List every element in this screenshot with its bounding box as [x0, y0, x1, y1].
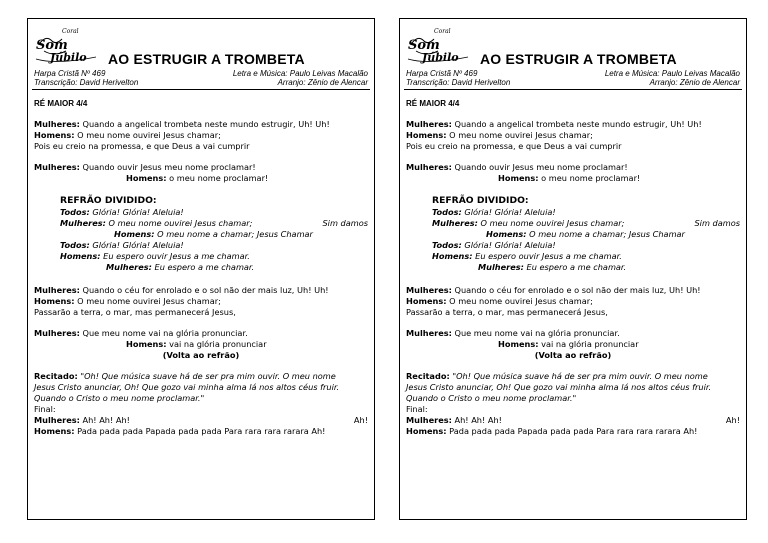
final-label: Final: [34, 404, 56, 414]
refrain-line: Homens: Eu espero ouvir Jesus a me chamar. [432, 251, 622, 261]
refrain-line: Todos: Glória! Glória! Aleluia! [60, 240, 184, 250]
song-title: AO ESTRUGIR A TROMBETA [108, 51, 305, 67]
refrain-line: Mulheres: O meu nome ouvirei Jesus chamar; Sim damos [432, 218, 740, 228]
key-signature: RÉ MAIOR 4/4 [406, 99, 460, 108]
return-to-refrain: (Volta ao refrão) [534, 350, 612, 360]
final-line: Mulheres: Ah! Ah! Ah! Ah! [406, 415, 740, 425]
header-divider [32, 89, 370, 90]
meta-left [406, 69, 510, 87]
coral-som-jubilo-logo [34, 25, 104, 65]
transcription-credit: Transcrição: David Herivelton [406, 78, 511, 87]
recitation-line: Jesus Cristo anunciar, Oh! Que gozo vai minha alma lá nos altos céus fruir. [34, 382, 340, 392]
lyric-line: Homens: o meu nome proclamar! [498, 173, 641, 183]
refrain-line: Todos: Glória! Glória! Aleluia! [432, 240, 556, 250]
arrangement-credit: Arranjo: Zênio de Alencar [649, 78, 740, 87]
recitation-line: Recitado: "Oh! Que música suave há de ser pra mim ouvir. O meu nome [34, 371, 336, 381]
refrain-heading: REFRÃO DIVIDIDO: [60, 195, 157, 206]
final-line: Homens: Pada pada pada Papada pada pada Para rara rara rarara Ah! [406, 426, 698, 436]
lyric-line: Mulheres: Quando a angelical trombeta neste mundo estrugir, Uh! Uh! [406, 119, 702, 129]
lyrics-body [406, 119, 740, 437]
final-label: Final: [406, 404, 428, 414]
lyric-line: Mulheres: Quando ouvir Jesus meu nome proclamar! [34, 162, 256, 172]
lyric-line: Homens: vai na glória pronunciar [498, 339, 639, 349]
refrain-line: Todos: Glória! Glória! Aleluia! [60, 207, 184, 217]
refrain-heading: REFRÃO DIVIDIDO: [432, 195, 529, 206]
lyrics-music-credit: Letra e Música: Paulo Leivas Macalão [604, 69, 740, 78]
hymnal-number: Harpa Cristã Nº 469 [34, 69, 106, 78]
arrangement-credit: Arranjo: Zênio de Alencar [277, 78, 368, 87]
song-title: AO ESTRUGIR A TROMBETA [480, 51, 677, 67]
recitation-line: Quando o Cristo o meu nome proclamar." [406, 393, 577, 403]
lyric-line: Homens: O meu nome ouvirei Jesus chamar; [406, 296, 593, 306]
lyrics-body [34, 119, 368, 437]
lyric-line: Mulheres: Quando ouvir Jesus meu nome proclamar! [406, 162, 628, 172]
refrain-line: Mulheres: Eu espero a me chamar. [478, 262, 627, 272]
meta-right [605, 69, 740, 87]
meta-left [34, 69, 138, 87]
hymnal-number: Harpa Cristã Nº 469 [406, 69, 478, 78]
return-to-refrain: (Volta ao refrão) [162, 350, 240, 360]
recitation-line: Jesus Cristo anunciar, Oh! Que gozo vai minha alma lá nos altos céus fruir. [406, 382, 712, 392]
refrain-line: Homens: O meu nome a chamar; Jesus Chamar [486, 229, 685, 239]
lyrics-sheet-left [27, 18, 375, 520]
lyric-line: Homens: O meu nome ouvirei Jesus chamar; [406, 130, 593, 140]
lyric-line: Mulheres: Que meu nome vai na glória pronunciar. [34, 328, 248, 338]
lyric-line: Mulheres: Quando o céu for enrolado e o sol não der mais luz, Uh! Uh! [34, 285, 329, 295]
lyric-line: Mulheres: Que meu nome vai na glória pronunciar. [406, 328, 620, 338]
refrain-line: Todos: Glória! Glória! Aleluia! [432, 207, 556, 217]
lyric-line: Homens: O meu nome ouvirei Jesus chamar; [34, 130, 221, 140]
logo-som-text: Som [36, 38, 68, 53]
recitation-line: Recitado: "Oh! Que música suave há de ser pra mim ouvir. O meu nome [406, 371, 708, 381]
lyric-line: Homens: vai na glória pronunciar [126, 339, 267, 349]
refrain-line: Homens: O meu nome a chamar; Jesus Chamar [114, 229, 313, 239]
lyrics-music-credit: Letra e Música: Paulo Leivas Macalão [232, 69, 368, 78]
lyric-line: Pois eu creio na promessa, e que Deus a vai cumprir [34, 141, 250, 151]
refrain-line: Mulheres: O meu nome ouvirei Jesus chamar; Sim damos [60, 218, 368, 228]
logo-coral-text: Coral [62, 28, 79, 35]
logo-jubilo-text: Júbilo [50, 51, 87, 64]
logo-coral-text: Coral [434, 28, 451, 35]
lyric-line: Mulheres: Quando o céu for enrolado e o sol não der mais luz, Uh! Uh! [406, 285, 701, 295]
transcription-credit: Transcrição: David Herivelton [34, 78, 139, 87]
final-line: Homens: Pada pada pada Papada pada pada Para rara rara rarara Ah! [34, 426, 326, 436]
meta-right [233, 69, 368, 87]
lyric-line: Homens: O meu nome ouvirei Jesus chamar; [34, 296, 221, 306]
logo-som-text: Som [408, 38, 440, 53]
logo-jubilo-text: Júbilo [422, 51, 459, 64]
recitation-line: Quando o Cristo o meu nome proclamar." [34, 393, 205, 403]
lyrics-sheet-right [399, 18, 747, 520]
final-line: Mulheres: Ah! Ah! Ah! Ah! [34, 415, 368, 425]
lyric-line: Homens: o meu nome proclamar! [126, 173, 269, 183]
coral-som-jubilo-logo [406, 25, 476, 65]
refrain-line: Homens: Eu espero ouvir Jesus a me chamar. [60, 251, 250, 261]
header-divider [404, 89, 742, 90]
lyric-line: Passarão a terra, o mar, mas permanecerá Jesus, [406, 307, 608, 317]
lyric-line: Passarão a terra, o mar, mas permanecerá Jesus, [34, 307, 236, 317]
lyric-line: Mulheres: Quando a angelical trombeta neste mundo estrugir, Uh! Uh! [34, 119, 330, 129]
lyric-line: Pois eu creio na promessa, e que Deus a vai cumprir [406, 141, 622, 151]
refrain-line: Mulheres: Eu espero a me chamar. [106, 262, 255, 272]
key-signature: RÉ MAIOR 4/4 [34, 99, 88, 108]
